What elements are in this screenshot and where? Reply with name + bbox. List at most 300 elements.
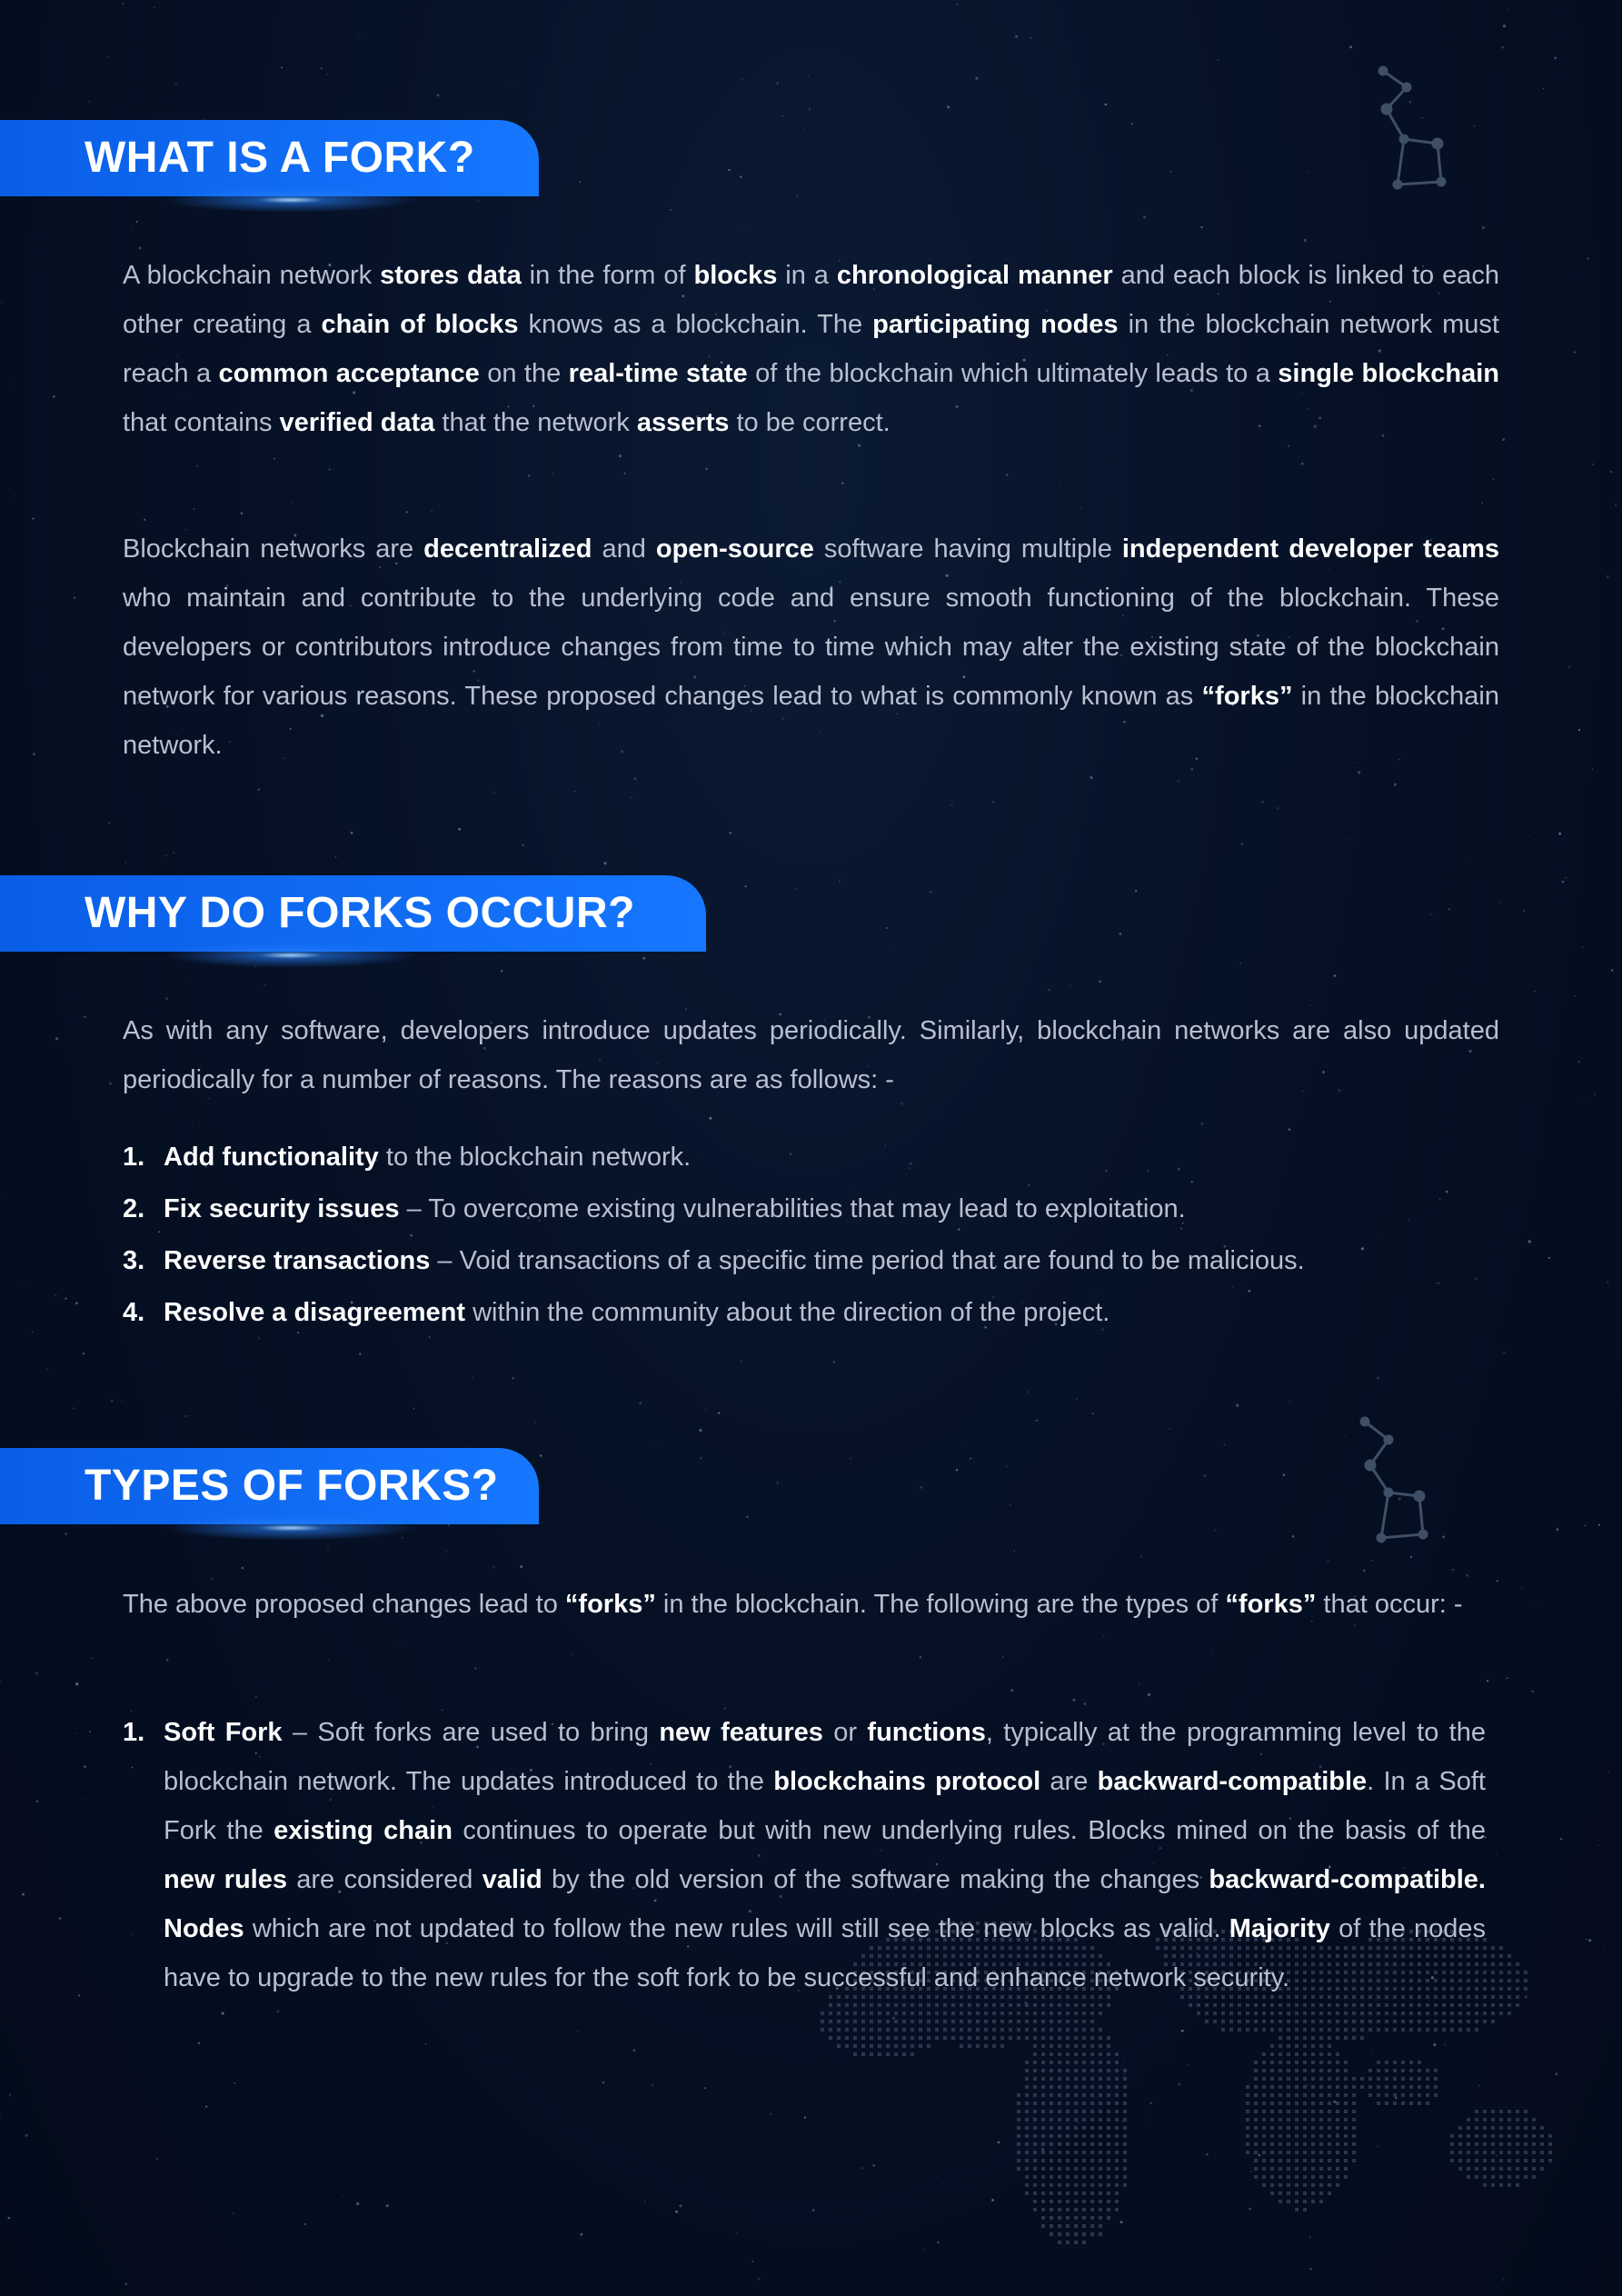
star-dot bbox=[124, 2282, 127, 2285]
star-dot bbox=[133, 228, 134, 229]
map-dot bbox=[1033, 2126, 1037, 2130]
star-dot bbox=[130, 248, 131, 249]
star-dot bbox=[107, 56, 109, 58]
map-dot bbox=[1303, 2142, 1307, 2146]
map-dot bbox=[1295, 2183, 1299, 2187]
map-dot bbox=[1115, 2167, 1119, 2171]
map-dot bbox=[894, 2052, 898, 2056]
map-dot bbox=[1279, 2044, 1282, 2048]
map-dot bbox=[1409, 2093, 1413, 2097]
map-dot bbox=[1401, 2101, 1405, 2105]
star-dot bbox=[166, 1659, 169, 1662]
map-dot bbox=[886, 2052, 890, 2056]
map-dot bbox=[1058, 2216, 1061, 2220]
map-dot bbox=[1426, 2093, 1429, 2097]
map-dot bbox=[1066, 2241, 1070, 2244]
map-dot bbox=[1262, 2151, 1266, 2154]
star-dot bbox=[700, 1457, 702, 1459]
emphasis-text: common acceptance bbox=[218, 359, 480, 388]
map-dot bbox=[1295, 2134, 1299, 2138]
map-dot bbox=[1336, 2126, 1339, 2130]
map-dot bbox=[1205, 2020, 1209, 2023]
map-dot bbox=[1319, 2151, 1323, 2154]
map-dot bbox=[861, 2028, 865, 2031]
constellation-icon bbox=[1363, 55, 1463, 191]
map-dot bbox=[1524, 2126, 1527, 2130]
section-header-why-do-forks-occur bbox=[0, 875, 706, 952]
body-text: and each block is linked to each other creating a bbox=[123, 261, 1500, 339]
map-dot bbox=[1401, 2011, 1405, 2015]
map-dot bbox=[1099, 2093, 1102, 2097]
map-dot bbox=[1238, 2028, 1241, 2031]
star-dot bbox=[194, 508, 195, 510]
map-dot bbox=[1066, 2011, 1070, 2015]
map-dot bbox=[1467, 2175, 1470, 2179]
map-dot bbox=[1352, 2036, 1356, 2040]
map-dot bbox=[1262, 2077, 1266, 2081]
map-dot bbox=[1524, 1979, 1527, 1982]
map-dot bbox=[1368, 2020, 1372, 2023]
star-dot bbox=[1119, 933, 1122, 935]
star-dot bbox=[83, 1353, 85, 1355]
map-dot bbox=[911, 2052, 914, 2056]
star-dot bbox=[413, 1408, 414, 1410]
emphasis-text: asserts bbox=[636, 408, 730, 437]
map-dot bbox=[1393, 2011, 1397, 2015]
map-dot bbox=[1418, 2069, 1421, 2072]
star-dot bbox=[1507, 1677, 1508, 1679]
star-dot bbox=[1211, 1649, 1212, 1650]
map-dot bbox=[1270, 2028, 1274, 2031]
map-dot bbox=[1107, 2159, 1110, 2162]
map-dot bbox=[1082, 2167, 1086, 2171]
star-dot bbox=[1283, 1473, 1286, 1476]
map-dot bbox=[1033, 2208, 1037, 2211]
map-dot bbox=[870, 2003, 873, 2007]
map-dot bbox=[1434, 2011, 1438, 2015]
map-dot bbox=[1319, 2134, 1323, 2138]
map-dot bbox=[1041, 2110, 1045, 2113]
star-dot bbox=[351, 832, 353, 834]
map-dot bbox=[1033, 2061, 1037, 2064]
star-dot bbox=[920, 1656, 921, 1658]
map-dot bbox=[992, 2011, 996, 2015]
star-dot bbox=[281, 66, 283, 68]
map-dot bbox=[1499, 1995, 1503, 1999]
map-dot bbox=[1295, 2191, 1299, 2195]
map-dot bbox=[870, 2036, 873, 2040]
map-dot bbox=[1050, 2224, 1053, 2228]
map-dot bbox=[1311, 2159, 1315, 2162]
map-dot bbox=[845, 2020, 849, 2023]
map-dot bbox=[1319, 2077, 1323, 2081]
map-dot bbox=[1090, 2036, 1094, 2040]
map-dot bbox=[1074, 2003, 1078, 2007]
star-dot bbox=[1582, 946, 1584, 948]
map-dot bbox=[1221, 2011, 1225, 2015]
map-dot bbox=[1025, 2126, 1029, 2130]
map-dot bbox=[1058, 2175, 1061, 2179]
map-dot bbox=[861, 2052, 865, 2056]
map-dot bbox=[1107, 2061, 1110, 2064]
map-dot bbox=[1050, 2200, 1053, 2203]
star-dot bbox=[1430, 913, 1432, 915]
star-dot bbox=[1261, 801, 1263, 803]
star-dot bbox=[1224, 1444, 1225, 1445]
star-dot bbox=[528, 474, 530, 476]
map-dot bbox=[1409, 2011, 1413, 2015]
map-dot bbox=[1000, 2011, 1004, 2015]
map-dot bbox=[845, 2011, 849, 2015]
map-dot bbox=[1041, 2003, 1045, 2007]
map-dot bbox=[1041, 2134, 1045, 2138]
map-dot bbox=[1262, 2118, 1266, 2121]
map-dot bbox=[927, 2036, 930, 2040]
star-dot bbox=[975, 77, 978, 80]
map-dot bbox=[1123, 2151, 1127, 2154]
map-dot bbox=[1328, 2110, 1331, 2113]
map-dot bbox=[1107, 2085, 1110, 2089]
star-dot bbox=[35, 1672, 38, 1674]
map-dot bbox=[951, 2011, 955, 2015]
map-dot bbox=[1516, 1971, 1519, 1974]
map-dot bbox=[1458, 2167, 1462, 2171]
map-dot bbox=[1074, 2134, 1078, 2138]
star-dot bbox=[59, 1917, 62, 1920]
map-dot bbox=[1483, 2183, 1487, 2187]
map-dot bbox=[1000, 2036, 1004, 2040]
map-dot bbox=[1279, 2020, 1282, 2023]
star-dot bbox=[399, 1646, 401, 1648]
emphasis-text: “forks” bbox=[1201, 682, 1293, 711]
map-dot bbox=[984, 2003, 988, 2007]
map-dot bbox=[1025, 2003, 1029, 2007]
map-dot bbox=[1377, 2028, 1380, 2031]
map-dot bbox=[1270, 2118, 1274, 2121]
map-dot bbox=[853, 2052, 857, 2056]
emphasis-text: backward-compatible. Nodes bbox=[164, 1865, 1486, 1943]
star-dot bbox=[512, 1377, 513, 1379]
map-dot bbox=[1360, 2020, 1364, 2023]
map-dot bbox=[1058, 2110, 1061, 2113]
map-dot bbox=[1434, 2003, 1438, 2007]
map-dot bbox=[1418, 2077, 1421, 2081]
star-dot bbox=[1292, 1535, 1294, 1537]
map-dot bbox=[1516, 2134, 1519, 2138]
map-dot bbox=[951, 2036, 955, 2040]
map-dot bbox=[1295, 2110, 1299, 2113]
star-dot bbox=[1532, 1691, 1534, 1692]
map-dot bbox=[1033, 2101, 1037, 2105]
map-dot bbox=[1303, 2028, 1307, 2031]
map-dot bbox=[1524, 2175, 1527, 2179]
map-dot bbox=[845, 2028, 849, 2031]
star-dot bbox=[1592, 769, 1593, 770]
map-dot bbox=[1123, 2142, 1127, 2146]
map-dot bbox=[1499, 2175, 1503, 2179]
map-dot bbox=[1033, 2028, 1037, 2031]
map-dot bbox=[1017, 2101, 1020, 2105]
map-dot bbox=[1483, 2175, 1487, 2179]
map-dot bbox=[1090, 2020, 1094, 2023]
map-dot bbox=[1262, 2183, 1266, 2187]
map-dot bbox=[1311, 2200, 1315, 2203]
map-dot bbox=[1491, 1946, 1495, 1950]
star-dot bbox=[1349, 45, 1352, 48]
star-dot bbox=[0, 1681, 1, 1682]
map-dot bbox=[1107, 2142, 1110, 2146]
map-dot bbox=[870, 2044, 873, 2048]
map-dot bbox=[1033, 2085, 1037, 2089]
map-dot bbox=[1066, 2134, 1070, 2138]
map-dot bbox=[1418, 2003, 1421, 2007]
star-dot bbox=[1587, 257, 1588, 259]
map-dot bbox=[1074, 2036, 1078, 2040]
map-dot bbox=[1524, 2134, 1527, 2138]
map-dot bbox=[1295, 2208, 1299, 2211]
list-item bbox=[123, 1287, 1499, 1339]
map-dot bbox=[1262, 2093, 1266, 2097]
star-dot bbox=[89, 1731, 91, 1732]
map-dot bbox=[1066, 2118, 1070, 2121]
map-dot bbox=[1508, 1971, 1511, 1974]
map-dot bbox=[1524, 2142, 1527, 2146]
body-text: that occur: - bbox=[1316, 1590, 1463, 1619]
map-dot bbox=[1058, 2011, 1061, 2015]
map-dot bbox=[1508, 2183, 1511, 2187]
star-dot bbox=[833, 1361, 835, 1363]
map-dot bbox=[1418, 2085, 1421, 2089]
map-dot bbox=[951, 2020, 955, 2023]
map-dot bbox=[1099, 2159, 1102, 2162]
map-dot bbox=[1082, 2200, 1086, 2203]
map-dot bbox=[1336, 2069, 1339, 2072]
map-dot bbox=[1319, 2020, 1323, 2023]
map-dot bbox=[1385, 2003, 1388, 2007]
map-dot bbox=[1295, 2020, 1299, 2023]
star-dot bbox=[1002, 1656, 1003, 1657]
map-dot bbox=[1058, 2101, 1061, 2105]
map-dot bbox=[1499, 2011, 1503, 2015]
star-dot bbox=[190, 1415, 191, 1416]
map-dot bbox=[1377, 2011, 1380, 2015]
map-dot bbox=[1107, 2101, 1110, 2105]
map-dot bbox=[1050, 2183, 1053, 2187]
map-dot bbox=[1524, 2110, 1527, 2113]
map-dot bbox=[1287, 2020, 1290, 2023]
emphasis-text: decentralized bbox=[423, 534, 592, 564]
map-dot bbox=[1295, 2151, 1299, 2154]
star-dot bbox=[675, 2211, 678, 2213]
map-dot bbox=[1524, 1971, 1527, 1974]
map-dot bbox=[1221, 2028, 1225, 2031]
map-dot bbox=[1319, 2110, 1323, 2113]
map-dot bbox=[1483, 2118, 1487, 2121]
star-dot bbox=[839, 880, 841, 882]
map-dot bbox=[1516, 2003, 1519, 2007]
star-dot bbox=[84, 1016, 85, 1018]
star-dot bbox=[1096, 461, 1097, 462]
map-dot bbox=[1409, 2077, 1413, 2081]
map-dot bbox=[1033, 2110, 1037, 2113]
map-dot bbox=[1279, 2061, 1282, 2064]
map-dot bbox=[1352, 2093, 1356, 2097]
map-dot bbox=[1066, 2069, 1070, 2072]
star-dot bbox=[890, 946, 891, 947]
star-dot bbox=[36, 1800, 39, 1802]
map-dot bbox=[1115, 2118, 1119, 2121]
map-dot bbox=[1123, 2118, 1127, 2121]
map-dot bbox=[1262, 2085, 1266, 2089]
map-dot bbox=[1491, 2167, 1495, 2171]
map-dot bbox=[1082, 2110, 1086, 2113]
map-dot bbox=[1426, 2028, 1429, 2031]
map-dot bbox=[1213, 2003, 1217, 2007]
map-dot bbox=[1279, 2200, 1282, 2203]
map-dot bbox=[1524, 2118, 1527, 2121]
map-dot bbox=[1344, 2069, 1348, 2072]
map-dot bbox=[1262, 2069, 1266, 2072]
map-dot bbox=[1287, 2085, 1290, 2089]
map-dot bbox=[1099, 2134, 1102, 2138]
map-dot bbox=[1499, 2118, 1503, 2121]
map-dot bbox=[1279, 2183, 1282, 2187]
map-dot bbox=[1074, 2224, 1078, 2228]
star-dot bbox=[65, 1298, 66, 1300]
map-dot bbox=[1009, 2036, 1012, 2040]
map-dot bbox=[1066, 2044, 1070, 2048]
map-dot bbox=[1066, 2061, 1070, 2064]
soft-fork-text bbox=[164, 1708, 1486, 2002]
body-text: of the blockchain which ultimately leads to a bbox=[747, 359, 1279, 388]
map-dot bbox=[1090, 2200, 1094, 2203]
map-dot bbox=[1107, 2069, 1110, 2072]
map-dot bbox=[1352, 2003, 1356, 2007]
map-dot bbox=[1082, 2151, 1086, 2154]
map-dot bbox=[1066, 2101, 1070, 2105]
map-dot bbox=[1303, 2061, 1307, 2064]
map-dot bbox=[1303, 2052, 1307, 2056]
body-text: software having multiple bbox=[813, 534, 1122, 564]
map-dot bbox=[1319, 2101, 1323, 2105]
map-dot bbox=[1442, 2003, 1446, 2007]
star-dot bbox=[951, 804, 953, 806]
map-dot bbox=[1393, 2077, 1397, 2081]
map-dot bbox=[1090, 2028, 1094, 2031]
map-dot bbox=[1033, 2134, 1037, 2138]
map-dot bbox=[1295, 2044, 1299, 2048]
map-dot bbox=[1426, 2011, 1429, 2015]
star-dot bbox=[327, 74, 328, 75]
map-dot bbox=[1025, 2085, 1029, 2089]
star-dot bbox=[276, 2010, 279, 2012]
map-dot bbox=[960, 2003, 963, 2007]
map-dot bbox=[1491, 2126, 1495, 2130]
map-dot bbox=[1279, 2077, 1282, 2081]
star-dot bbox=[0, 2113, 1, 2115]
map-dot bbox=[1434, 2093, 1438, 2097]
map-dot bbox=[886, 2028, 890, 2031]
map-dot bbox=[1099, 2216, 1102, 2220]
star-dot bbox=[1006, 474, 1008, 475]
map-dot bbox=[1041, 2167, 1045, 2171]
map-dot bbox=[1467, 2126, 1470, 2130]
map-dot bbox=[1090, 2167, 1094, 2171]
body-text: , typically at the programming level to the blockchain network. The updates introduced to the bbox=[164, 1718, 1486, 1796]
star-dot bbox=[741, 78, 743, 80]
star-dot bbox=[966, 1446, 967, 1447]
map-dot bbox=[1082, 2224, 1086, 2228]
map-dot bbox=[1123, 2167, 1127, 2171]
map-dot bbox=[1287, 2077, 1290, 2081]
map-dot bbox=[1458, 2134, 1462, 2138]
map-dot bbox=[853, 2028, 857, 2031]
map-dot bbox=[1074, 2167, 1078, 2171]
body-text: that the network bbox=[434, 408, 637, 437]
map-dot bbox=[861, 2011, 865, 2015]
map-dot bbox=[1107, 2134, 1110, 2138]
map-dot bbox=[1270, 2151, 1274, 2154]
star-dot bbox=[602, 2081, 604, 2083]
map-dot bbox=[1033, 2052, 1037, 2056]
star-dot bbox=[359, 35, 360, 36]
map-dot bbox=[1491, 1954, 1495, 1958]
map-dot bbox=[1099, 2208, 1102, 2211]
star-dot bbox=[580, 181, 582, 183]
map-dot bbox=[1426, 2085, 1429, 2089]
star-dot bbox=[1214, 1529, 1217, 1532]
map-dot bbox=[1303, 2151, 1307, 2154]
star-dot bbox=[850, 1458, 851, 1459]
map-dot bbox=[1066, 2085, 1070, 2089]
map-dot bbox=[1336, 2028, 1339, 2031]
map-dot bbox=[927, 2003, 930, 2007]
star-dot bbox=[1501, 46, 1504, 49]
map-dot bbox=[1074, 2151, 1078, 2154]
map-dot bbox=[1279, 2126, 1282, 2130]
star-dot bbox=[1573, 205, 1574, 206]
map-dot bbox=[845, 2036, 849, 2040]
map-dot bbox=[1319, 2093, 1323, 2097]
map-dot bbox=[1017, 2093, 1020, 2097]
map-dot bbox=[1050, 2061, 1053, 2064]
map-dot bbox=[1041, 2101, 1045, 2105]
star-dot bbox=[1071, 234, 1072, 235]
star-dot bbox=[1200, 226, 1202, 228]
map-dot bbox=[1107, 2208, 1110, 2211]
map-dot bbox=[1377, 2101, 1380, 2105]
map-dot bbox=[837, 2011, 841, 2015]
map-dot bbox=[1516, 2175, 1519, 2179]
map-dot bbox=[911, 2036, 914, 2040]
star-dot bbox=[1410, 1556, 1412, 1558]
map-dot bbox=[1311, 2044, 1315, 2048]
map-dot bbox=[1491, 2183, 1495, 2187]
map-dot bbox=[1082, 2175, 1086, 2179]
map-dot bbox=[1344, 2110, 1348, 2113]
map-dot bbox=[1319, 2167, 1323, 2171]
map-dot bbox=[1246, 2093, 1249, 2097]
map-dot bbox=[1213, 2020, 1217, 2023]
map-dot bbox=[894, 2044, 898, 2048]
map-dot bbox=[1050, 2085, 1053, 2089]
star-dot bbox=[1543, 88, 1544, 89]
map-dot bbox=[1467, 2011, 1470, 2015]
map-dot bbox=[1319, 2200, 1323, 2203]
map-dot bbox=[1090, 2077, 1094, 2081]
map-dot bbox=[919, 2011, 922, 2015]
map-dot bbox=[1344, 2142, 1348, 2146]
